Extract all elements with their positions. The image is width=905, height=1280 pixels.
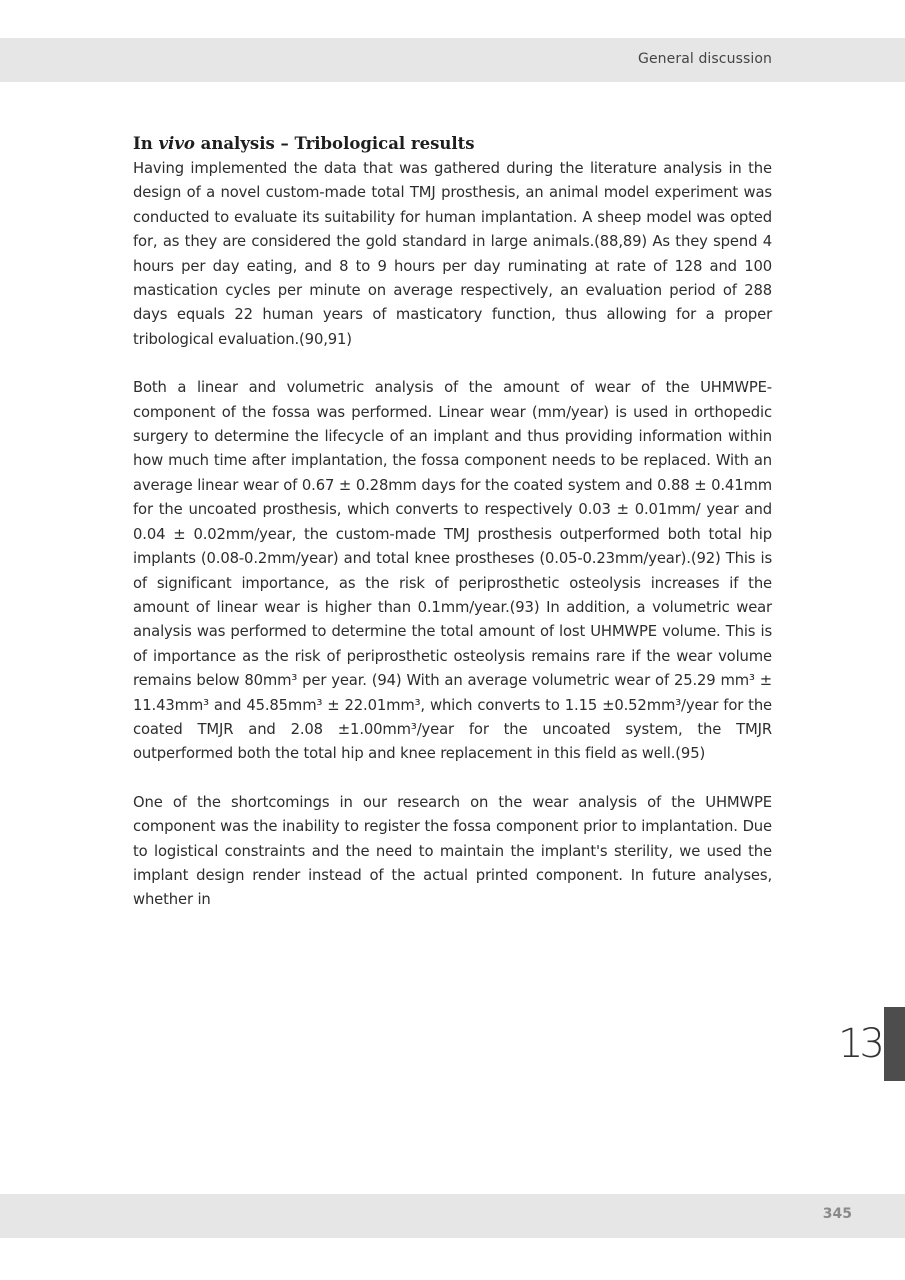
chapter-tab-marker (884, 1007, 905, 1081)
paragraph: Both a linear and volumetric analysis of the amount of wear of the UHMWPE-component of the fossa was performed. Linear wear (mm/year) is used in orthopedic surgery to determine the lifecycle of an implant and thus providing information within how much time after implantation, the fossa component needs to be replaced. With an average linear wear of 0.67 ± 0.28mm days for the coated system and 0.88 ± 0.41mm for the uncoated prosthesis, which converts to respectively 0.03 ± 0.01mm/ year and 0.04 ± 0.02mm/year, the custom-made TMJ prosthesis outperformed both total hip implants (0.08-0.2mm/year) and total knee prostheses (0.05-0.23mm/year).(92) This is of significant importance, as the risk of periprosthetic osteolysis increases if the amount of linear wear is higher than 0.1mm/year.(93) In addition, a volumetric wear analysis was performed to determine the total amount of lost UHMWPE volume. This is of importance as the risk of periprosthetic osteolysis remains rare if the wear volume remains below 80mm³ per year. (94) With an average volumetric wear of 25.29 mm³ ± 11.43mm³ and 45.85mm³ ± 22.01mm³, which converts to 1.15 ±0.52mm³/year for the coated TMJR and 2.08 ±1.00mm³/year for the uncoated system, the TMJR outperformed both the total hip and knee replacement in this field as well.(95) (133, 379, 772, 763)
section-title-suffix: analysis – Tribological results (194, 134, 475, 153)
page-number: 345 (822, 1206, 852, 1222)
paragraph: Having implemented the data that was gathered during the literature analysis in the design of a novel custom-made total TMJ prosthesis, an animal model experiment was conducted to evaluate its suitability for human implantation. A sheep model was opted for, as they are considered the gold standard in large animals.(88,89) As they spend 4 hours per day eating, and 8 to 9 hours per day ruminating at rate of 128 and 100 mastication cycles per minute on average respectively, an evaluation period of 288 days equals 22 human years of masticatory function, thus allowing for a proper tribological evaluation.(90,91) (133, 160, 772, 348)
section-title (133, 132, 772, 156)
footer-band (0, 1194, 905, 1238)
chapter-number: 13 (838, 1021, 881, 1067)
section-title-italic: vivo (158, 134, 195, 153)
paragraph: One of the shortcomings in our research on the wear analysis of the UHMWPE component was the inability to register the fossa component prior to implantation. Due to logistical constraints and the need to maintain the implant's sterility, we used the implant design render instead of the actual printed component. In future analyses, whether in (133, 793, 772, 909)
page-content (133, 132, 772, 937)
section-title-prefix: In (133, 134, 159, 153)
running-head: General discussion (638, 51, 772, 67)
